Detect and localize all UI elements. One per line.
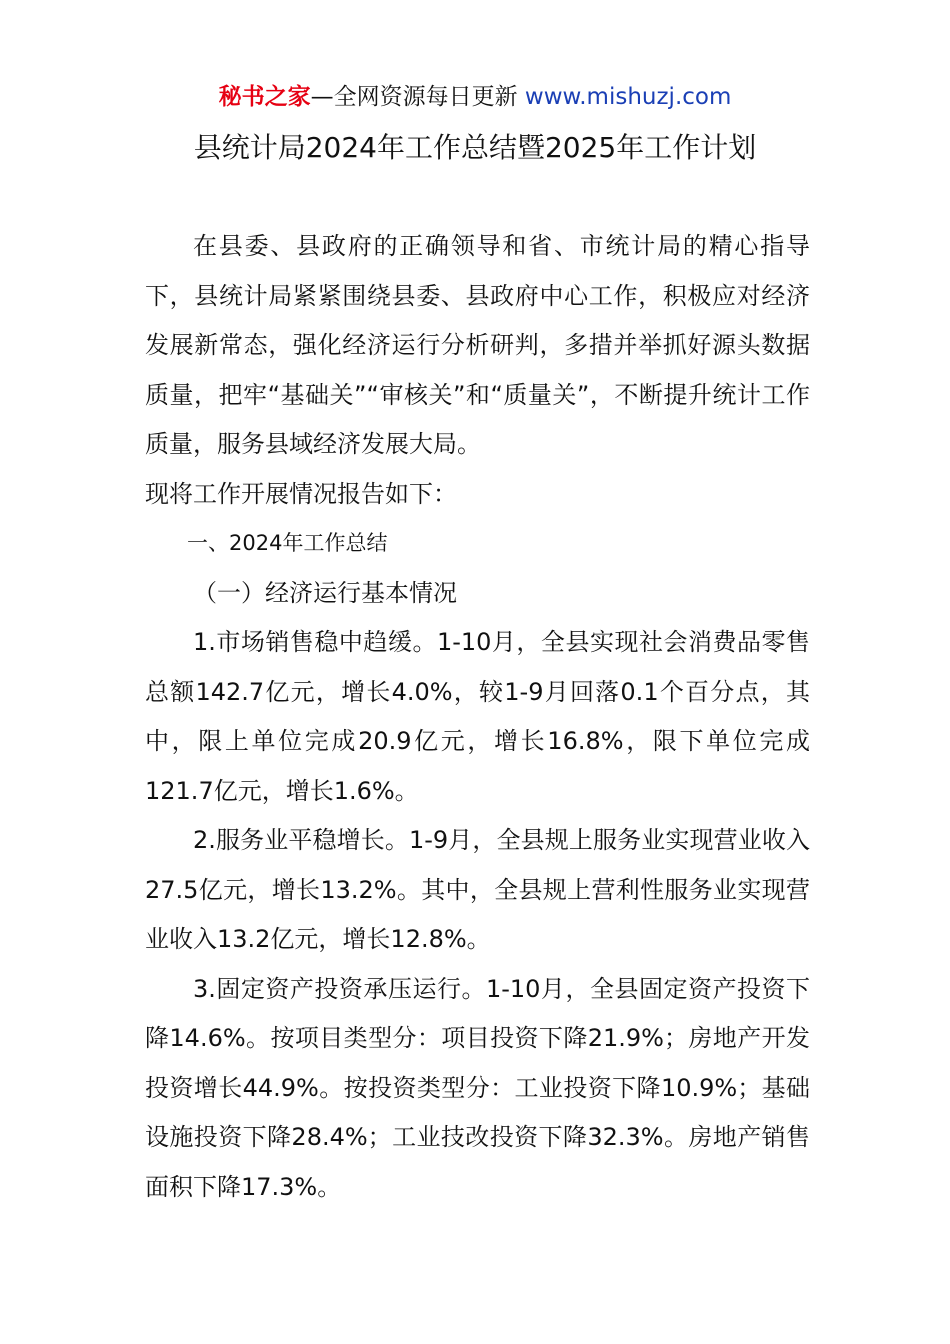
item-paragraph-2: 2.服务业平稳增长。1-9月，全县规上服务业实现营业收入27.5亿元，增长13.2%。其中，全县规上营利性服务业实现营业收入13.2亿元，增长12.8%。: [145, 826, 810, 953]
site-brand: 秘书之家: [218, 84, 311, 110]
section-heading-1: 一、2024年工作总结: [187, 531, 388, 555]
document-title: 县统计局2024年工作总结暨2025年工作计划: [193, 131, 757, 164]
intro-paragraph: 在县委、县政府的正确领导和省、市统计局的精心指导下，县统计局紧紧围绕县委、县政府中心工作，积极应对经济发展新常态，强化经济运行分析研判，多措并举抓好源头数据质量，把牢“基础关”“审核关”和“质量关”，不断提升统计工作质量，服务县域经济发展大局。: [145, 232, 810, 458]
site-url-link[interactable]: www.mishuzj.com: [524, 84, 732, 110]
item-paragraph-3: 3.固定资产投资承压运行。1-10月，全县固定资产投资下降14.6%。按项目类型分：项目投资下降21.9%；房地产开发投资增长44.9%。按投资类型分：工业投资下降10.9%；基础设施投资下降28.4%；工业技改投资下降32.3%。房地产销售面积下降17.3%。: [145, 974, 810, 1201]
document-body: [145, 222, 810, 1212]
item-paragraph-1: 1.市场销售稳中趋缓。1-10月，全县实现社会消费品零售总额142.7亿元，增长4.0%，较1-9月回落0.1个百分点，其中，限上单位完成20.9亿元，增长16.8%，限下单位完成121.7亿元，增长1.6%。: [145, 628, 810, 805]
report-paragraph: 现将工作开展情况报告如下：: [145, 479, 457, 508]
subsection-heading-1: （一）经济运行基本情况: [193, 578, 457, 607]
site-tagline: —全网资源每日更新: [310, 84, 525, 110]
site-header: [0, 80, 950, 114]
